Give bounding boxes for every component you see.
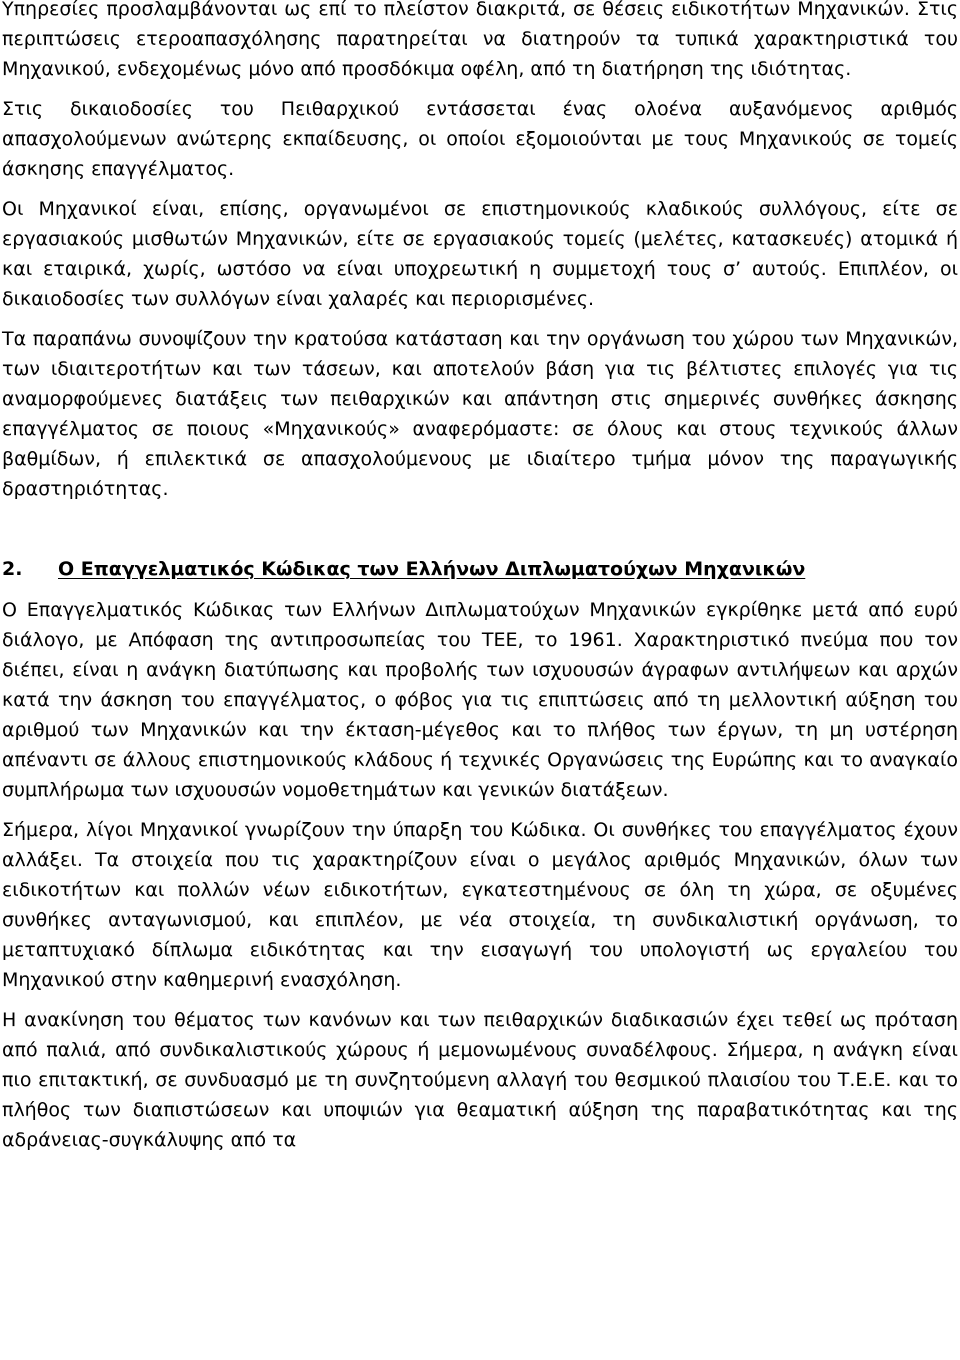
paragraph: Σήμερα, λίγοι Μηχανικοί γνωρίζουν την ύπαρξη του Κώδικα. Οι συνθήκες του επαγγέλματος έχουν αλλάξει. Τα στοιχεία που τις χαρακτηρίζουν είναι ο μεγάλος αριθμός Μηχανικών, όλων των ειδικοτήτων και πολλών νέων ειδικοτήτων, εγκατεστημένους σε όλη τη χώρα, σε οξυμένες συνθήκες ανταγωνισμού, και επιπλέον, με νέα στοιχεία, τη συνδικαλιστική οργάνωση, το μεταπτυχιακό δίπλωμα ειδικότητας και την εισαγωγή του υπολογιστή ως εργαλείου του Μηχανικού στην καθημερινή ενασχόληση. xyxy=(2,819,958,991)
section-title: Ο Επαγγελματικός Κώδικας των Ελλήνων Διπλωματούχων Μηχανικών xyxy=(58,558,806,580)
paragraph: Ο Επαγγελματικός Κώδικας των Ελλήνων Διπλωματούχων Μηχανικών εγκρίθηκε μετά από ευρύ διάλογο, με Απόφαση της αντιπροσωπείας του ΤΕΕ, το 1961. Χαρακτηριστικό πνεύμα που τον διέπει, είναι η ανάγκη διατύπωσης και προβολής των ισχυουσών άγραφων αντιλήψεων και αρχών κατά την άσκηση του επαγγέλματος, ο φόβος για τις επιπτώσεις από τη μελλοντική αύξηση του αριθμού των Μηχανικών και την έκταση-μέγεθος και το πλήθος των έργων, τη μη υστέρηση απέναντι σε άλλους επιστημονικούς κλάδους ή τεχνικές Οργανώσεις της Ευρώπης και το αναγκαίο συμπλήρωμα των ισχυουσών νομοθετημάτων και γενικών διατάξεων. xyxy=(2,599,958,801)
paragraph: Οι Μηχανικοί είναι, επίσης, οργανωμένοι σε επιστημονικούς κλαδικούς συλλόγους, είτε σε εργασιακούς μισθωτών Μηχανικών, είτε σε εργασιακούς τομείς (μελέτες, κατασκευές) ατομικά ή και εταιρικά, χωρίς, ωστόσο να είναι υποχρεωτική η συμμετοχή τους σ’ αυτούς. Επιπλέον, οι δικαιοδοσίες των συλλόγων είναι χαλαρές και περιορισμένες. xyxy=(2,198,958,310)
section-heading xyxy=(2,552,958,586)
paragraph: Η ανακίνηση του θέματος των κανόνων και των πειθαρχικών διαδικασιών έχει τεθεί ως πρόταση από παλιά, από συνδικαλιστικούς χώρους ή μεμονωμένους συναδέλφους. Σήμερα, η ανάγκη είναι πιο επιτακτική, σε συνδυασμό με τη συνζητούμενη αλλαγή του θεσμικού πλαισίου του Τ.Ε.Ε. και το πλήθος των διαπιστώσεων και υποψιών για θεαματική αύξηση της παραβατικότητας και της αδράνειας-συγκάλυψης από τα xyxy=(2,1009,958,1151)
paragraph: Στις δικαιοδοσίες του Πειθαρχικού εντάσσεται ένας ολοένα αυξανόμενος αριθμός απασχολούμενων ανώτερης εκπαίδευσης, οι οποίοι εξομοιούνται με τους Μηχανικούς σε τομείς άσκησης επαγγέλματος. xyxy=(2,98,958,180)
paragraph: Τα παραπάνω συνοψίζουν την κρατούσα κατάσταση και την οργάνωση του χώρου των Μηχανικών, των ιδιαιτεροτήτων και των τάσεων, και αποτελούν βάση για τις βέλτιστες επιλογές για τις αναμορφούμενες διατάξεις των πειθαρχικών και απάντηση στις σημερινές συνθήκες άσκησης επαγγέλματος σε ποιους «Μηχανικούς» αναφερόμαστε: σε όλους και στους τεχνικούς άλλων βαθμίδων, ή επιλεκτικά σε απασχολούμενους με ιδιαίτερο τμήμα μόνον της παραγωγικής δραστηριότητας. xyxy=(2,328,958,500)
section-number: 2. xyxy=(2,558,23,580)
paragraph: Υπηρεσίες προσλαμβάνονται ως επί το πλείστον διακριτά, σε θέσεις ειδικοτήτων Μηχανικών. Στις περιπτώσεις ετεροαπασχόλησης παρατηρείται να διατηρούν τα τυπικά χαρακτηριστικά του Μηχανικού, ενδεχομένως μόνο από προσδόκιμα οφέλη, από τη διατήρηση της ιδιότητας. xyxy=(2,0,958,80)
